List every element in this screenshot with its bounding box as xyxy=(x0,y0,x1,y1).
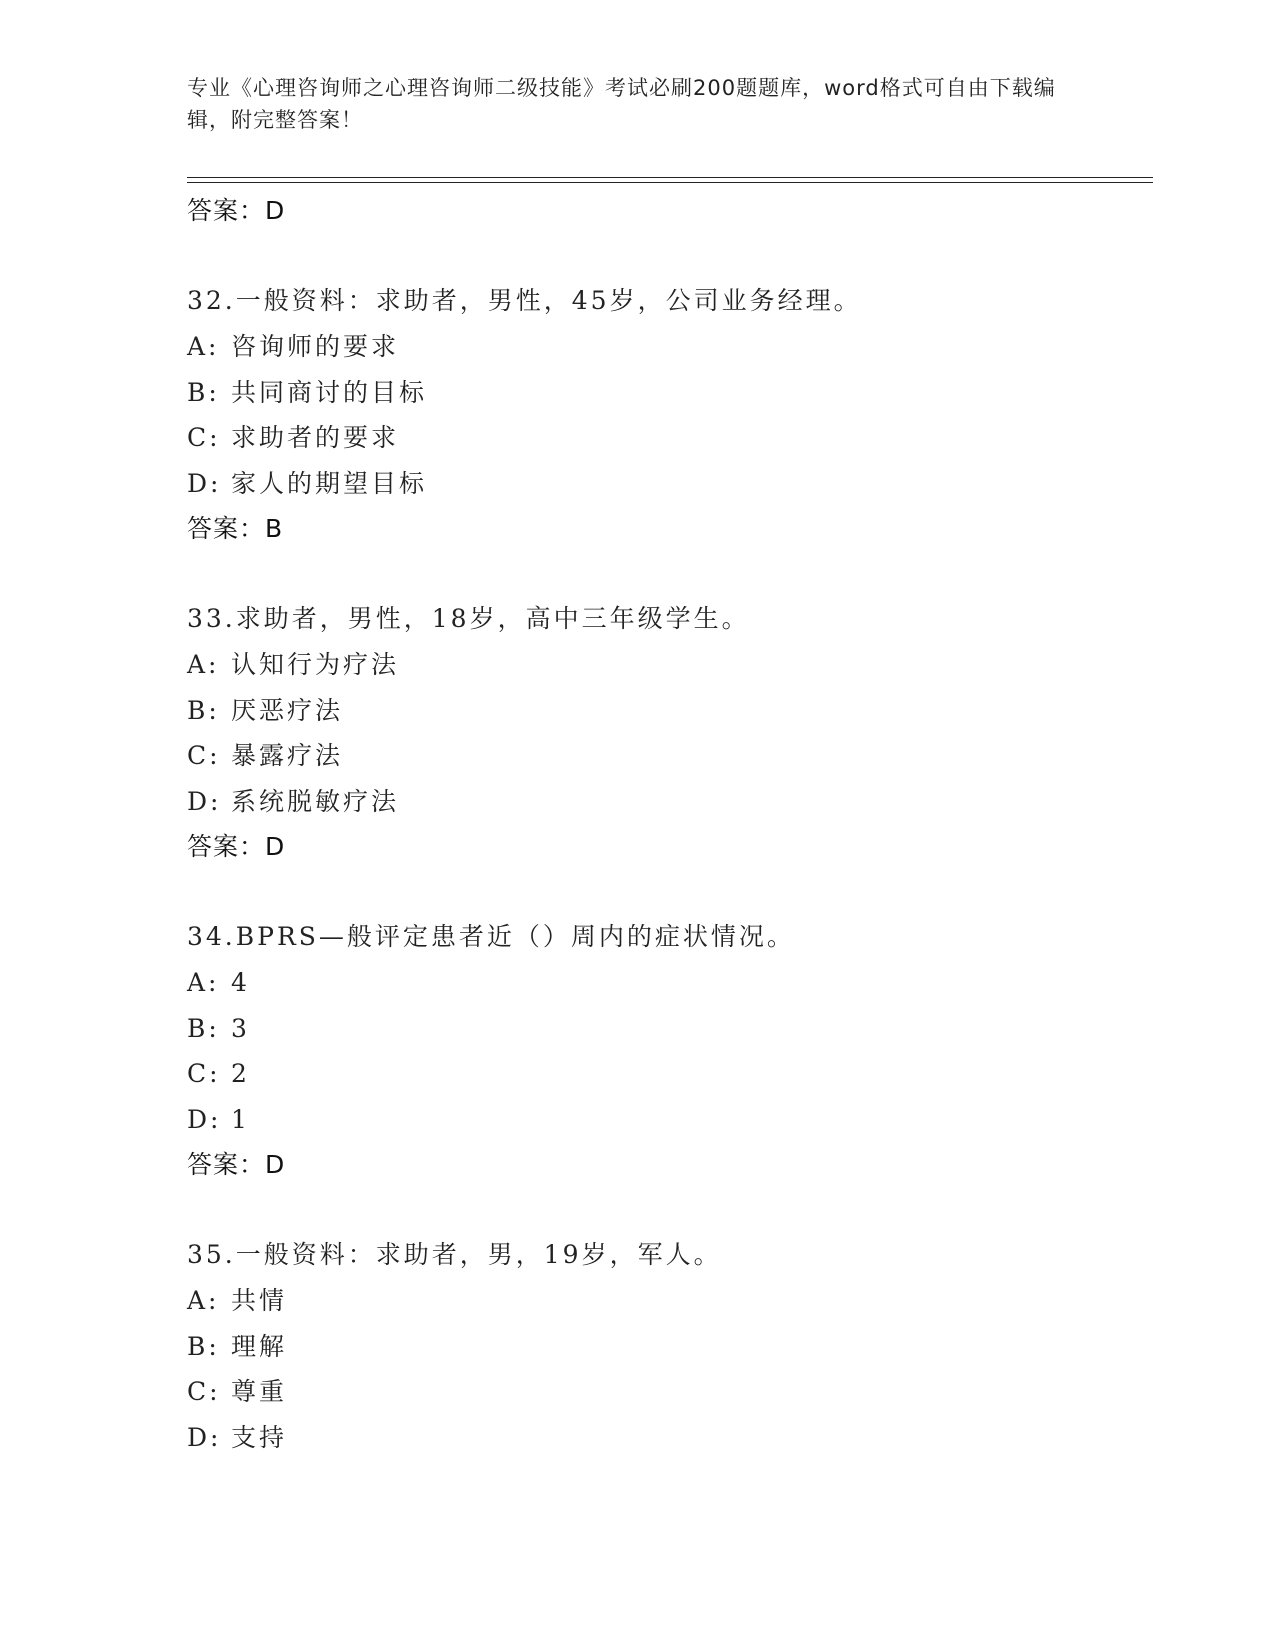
document-header: 专业《心理咨询师之心理咨询师二级技能》考试必刷200题题库，word格式可自由下载编辑，附完整答案！ xyxy=(187,76,1056,132)
option-label: B: xyxy=(187,1013,220,1043)
answer-value: B xyxy=(265,514,284,543)
option-text: 厌恶疗法 xyxy=(231,695,344,725)
option-b xyxy=(187,688,1153,734)
option-label: A: xyxy=(187,968,220,997)
option-text: 4 xyxy=(231,968,250,997)
option-a xyxy=(187,324,1153,370)
option-label: D: xyxy=(187,786,222,816)
option-a xyxy=(187,642,1153,688)
question-text: 33.求助者，男性，18岁，高中三年级学生。 xyxy=(187,604,750,633)
option-text: 2 xyxy=(231,1059,250,1088)
option-label: A: xyxy=(187,1286,220,1315)
question-text: 35.一般资料：求助者，男，19岁，军人。 xyxy=(187,1240,722,1269)
option-text: 认知行为疗法 xyxy=(231,650,400,679)
option-d xyxy=(187,1097,1153,1143)
option-text: 求助者的要求 xyxy=(231,423,400,452)
question-35 xyxy=(187,1232,1153,1460)
option-a xyxy=(187,960,1153,1006)
option-b xyxy=(187,1324,1153,1370)
option-label: C: xyxy=(187,1377,221,1406)
answer-line xyxy=(187,188,1153,234)
header-divider-bottom xyxy=(187,182,1153,183)
option-label: B: xyxy=(187,377,220,407)
option-d xyxy=(187,461,1153,507)
answer-line xyxy=(187,1142,1153,1188)
option-label: C: xyxy=(187,741,221,770)
option-c xyxy=(187,1051,1153,1097)
option-text: 共情 xyxy=(231,1286,288,1315)
answer-value: D xyxy=(265,196,286,225)
option-label: A: xyxy=(187,650,220,679)
question-32 xyxy=(187,278,1153,552)
option-c xyxy=(187,1369,1153,1415)
option-label: D: xyxy=(187,468,222,498)
option-label: B: xyxy=(187,1331,220,1361)
option-c xyxy=(187,415,1153,461)
answer-label: 答案： xyxy=(187,514,266,543)
option-text: 共同商讨的目标 xyxy=(231,377,428,407)
option-b xyxy=(187,370,1153,416)
option-label: D: xyxy=(187,1422,222,1452)
answer-label: 答案： xyxy=(187,1150,266,1179)
option-text: 系统脱敏疗法 xyxy=(231,786,400,816)
answer-line xyxy=(187,506,1153,552)
option-text: 理解 xyxy=(231,1331,288,1361)
option-d xyxy=(187,779,1153,825)
question-text: 34.BPRS—般评定患者近（）周内的症状情况。 xyxy=(187,922,795,951)
answer-value: D xyxy=(265,1150,286,1179)
option-text: 支持 xyxy=(231,1422,288,1452)
option-text: 家人的期望目标 xyxy=(231,468,428,498)
option-d xyxy=(187,1415,1153,1461)
option-label: D: xyxy=(187,1104,222,1134)
option-text: 尊重 xyxy=(231,1377,288,1406)
option-label: C: xyxy=(187,423,221,452)
answer-label: 答案： xyxy=(187,196,266,225)
answer-value: D xyxy=(265,832,286,861)
option-label: B: xyxy=(187,695,220,725)
option-label: A: xyxy=(187,332,220,361)
option-text: 暴露疗法 xyxy=(231,741,344,770)
option-a xyxy=(187,1278,1153,1324)
header-divider-top xyxy=(187,177,1153,178)
option-c xyxy=(187,733,1153,779)
option-text: 咨询师的要求 xyxy=(231,332,400,361)
answer-line xyxy=(187,824,1153,870)
option-text: 1 xyxy=(231,1104,250,1134)
answer-label: 答案： xyxy=(187,832,266,861)
question-34 xyxy=(187,914,1153,1188)
question-text: 32.一般资料：求助者，男性，45岁，公司业务经理。 xyxy=(187,286,862,315)
option-text: 3 xyxy=(231,1013,250,1043)
option-label: C: xyxy=(187,1059,221,1088)
question-list xyxy=(187,188,1153,1460)
option-b xyxy=(187,1006,1153,1052)
question-33 xyxy=(187,596,1153,870)
